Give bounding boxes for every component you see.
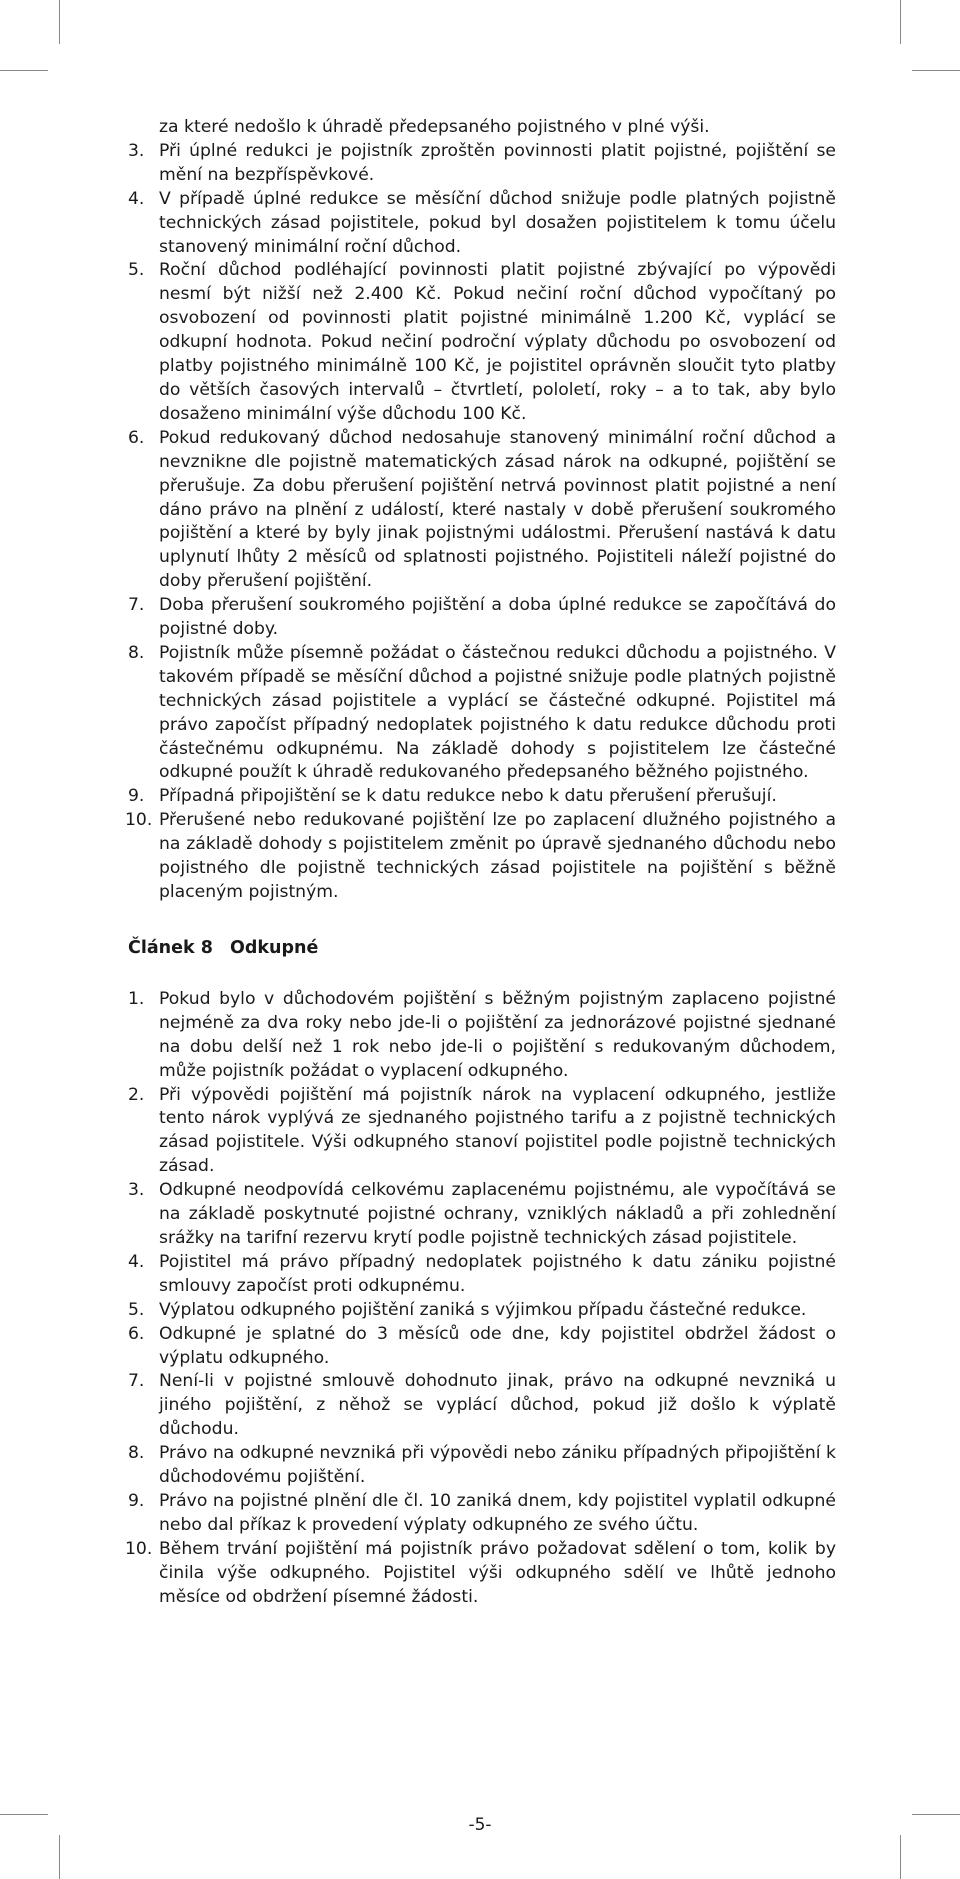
item-text: Doba přerušení soukromého pojištění a doba úplné redukce se započítává do pojistné doby. <box>159 595 836 640</box>
list-item <box>128 1370 836 1442</box>
item-text: Pojistník může písemně požádat o částečnou redukci důchodu a pojistného. V takovém případě se měsíční důchod a pojistné snižuje podle platných pojistně technických zásad pojistitele a vyplácí se částečné odkupné. Pojistitel má právo započíst případný nedoplatek pojistného k datu redukce důchodu proti částečnému odkupnému. Na základě dohody s pojistitelem lze částečné odkupné použít k úhradě redukovaného předepsaného běžného pojistného. <box>159 642 836 783</box>
item-number: 8. <box>128 1443 145 1464</box>
item-text: Při úplné redukci je pojistník zproštěn povinnosti platit pojistné, pojištění se mění na bezpříspěvkové. <box>159 140 836 185</box>
item-number: 3. <box>128 1180 145 1201</box>
item-text: Není-li v pojistné smlouvě dohodnuto jinak, právo na odkupné nevzniká u jiného pojištění, z něhož se vyplácí důchod, pokud již došlo k výplatě důchodu. <box>159 1371 836 1440</box>
item-number: 3. <box>128 140 145 161</box>
list-item <box>128 427 836 594</box>
item-number: 7. <box>128 1371 145 1392</box>
list-item <box>128 259 836 426</box>
item-number: 10. <box>125 810 153 831</box>
item-text: Výplatou odkupného pojištění zaniká s výjimkou případu částečné redukce. <box>159 1299 807 1320</box>
list-item <box>128 594 836 642</box>
item-number: 1. <box>128 988 145 1009</box>
list-item <box>128 785 836 809</box>
item-text: Roční důchod podléhající povinnosti platit pojistné zbývající po výpovědi nesmí být nižší než 2.400 Kč. Pokud nečiní roční důchod vypočítaný po osvobození od povinnosti platit pojistné minimálně 1.200 Kč, vyplácí se odkupní hodnota. Pokud nečiní področní výplaty důchodu po osvobození od platby pojistného minimálně 100 Kč, je pojistitel oprávněn sloučit tyto platby do větších časových intervalů – čtvrtletí, pololetí, roky – a to tak, aby bylo dosaženo minimální výše důchodu 100 Kč. <box>159 260 836 424</box>
item-text: Pojistitel má právo případný nedoplatek pojistného k datu zániku pojistné smlouvy započíst proti odkupnému. <box>159 1251 836 1296</box>
list-item <box>128 1442 836 1490</box>
crop-mark <box>912 70 960 71</box>
list-item <box>128 188 836 260</box>
item-text: Odkupné je splatné do 3 měsíců ode dne, kdy pojistitel obdržel žádost o výplatu odkupného. <box>159 1323 836 1368</box>
list-item <box>128 1490 836 1538</box>
item-number: 6. <box>128 427 145 448</box>
crop-mark <box>900 1835 901 1879</box>
item-number: 2. <box>128 1084 145 1105</box>
item-number: 4. <box>128 188 145 209</box>
crop-mark <box>59 0 60 44</box>
item-number: 9. <box>128 1490 145 1511</box>
list-item <box>128 1084 836 1180</box>
list-item <box>128 1323 836 1371</box>
item-text: Během trvání pojištění má pojistník právo požadovat sdělení o tom, kolik by činila výše odkupného. Pojistitel výši odkupného sdělí ve lhůtě jednoho měsíce od obdržení písemné žádosti. <box>159 1538 836 1607</box>
item-text: Případná připojištění se k datu redukce nebo k datu přerušení přerušují. <box>159 786 777 807</box>
item-number: 5. <box>128 260 145 281</box>
item-text: Přerušené nebo redukované pojištění lze po zaplacení dlužného pojistného a na základě dohody s pojistitelem změnit po úpravě sjednaného důchodu nebo pojistného dle pojistně technických zásad pojistitele na pojištění s běžně placeným pojistným. <box>159 810 836 902</box>
item-number: 6. <box>128 1323 145 1344</box>
item-number: 5. <box>128 1299 145 1320</box>
item-text: Odkupné neodpovídá celkovému zaplacenému pojistnému, ale vypočítává se na základě poskytnuté pojistné ochrany, vzniklých nákladů a při zohlednění srážky na tarifní rezervu krytí podle pojistně technických zásad pojistitele. <box>159 1180 836 1248</box>
list-item <box>128 1251 836 1299</box>
item-number: 7. <box>128 595 145 616</box>
item-text: Právo na pojistné plnění dle čl. 10 zaniká dnem, kdy pojistitel vyplatil odkupné nebo dal příkaz k provedení výplaty odkupného ze svého účtu. <box>159 1490 836 1535</box>
item-number: 8. <box>128 642 145 663</box>
article-number: Článek 8 <box>128 937 213 958</box>
item-text: V případě úplné redukce se měsíční důchod snižuje podle platných pojistně technických zásad pojistitele, pokud byl dosažen pojistitelem k tomu účelu stanovený minimální roční důchod. <box>159 188 836 257</box>
article-title: Odkupné <box>230 937 319 958</box>
item-text: Pokud redukovaný důchod nedosahuje stanovený minimální roční důchod a nevznikne dle pojistně matematických zásad nárok na odkupné, pojištění se přerušuje. Za dobu přerušení pojištění netrvá povinnost platit pojistné a není dáno právo na plnění z událostí, které nastaly v době přerušení soukromého pojištění a které by byly jinak pojistnými událostmi. Přerušení nastává k datu uplynutí lhůty 2 měsíců od splatnosti pojistného. Pojistiteli náleží pojistné do doby přerušení pojištění. <box>159 427 836 592</box>
list-item-continuation <box>128 116 836 140</box>
list-item <box>125 809 836 905</box>
crop-mark <box>900 0 901 44</box>
list-item <box>128 140 836 188</box>
item-number: 9. <box>128 786 145 807</box>
item-text: Právo na odkupné nevzniká při výpovědi nebo zániku případných připojištění k důchodovému pojištění. <box>159 1443 836 1488</box>
item-text: Při výpovědi pojištění má pojistník nárok na vyplacení odkupného, jestliže tento nárok vyplývá ze sjednaného pojistného tarifu a z pojistně technických zásad pojistitele. Výši odkupného stanoví pojistitel podle pojistně technických zásad. <box>159 1084 836 1177</box>
item-text: Pokud bylo v důchodovém pojištění s běžným pojistným zaplaceno pojistné nejméně za dva roky nebo jde-li o pojištění za jednorázové pojistné sjednané na dobu delší než 1 rok nebo jde-li o pojištění s redukovaným důchodem, může pojistník požádat o vyplacení odkupného. <box>159 988 836 1081</box>
article8-list <box>125 988 836 1610</box>
crop-mark <box>59 1835 60 1879</box>
list-item <box>128 988 836 1084</box>
article-heading <box>128 938 836 958</box>
item-number: 4. <box>128 1251 145 1272</box>
crop-mark <box>0 70 48 71</box>
list-item <box>125 1538 836 1610</box>
item-text: za které nedošlo k úhradě předepsaného pojistného v plné výši. <box>159 117 710 137</box>
item-number: 10. <box>125 1538 153 1559</box>
document-page <box>125 116 836 1609</box>
list-item <box>128 642 836 785</box>
list-item <box>128 1179 836 1251</box>
page-number: -5- <box>468 1815 492 1835</box>
article7-list <box>125 116 836 905</box>
list-item <box>128 1299 836 1323</box>
